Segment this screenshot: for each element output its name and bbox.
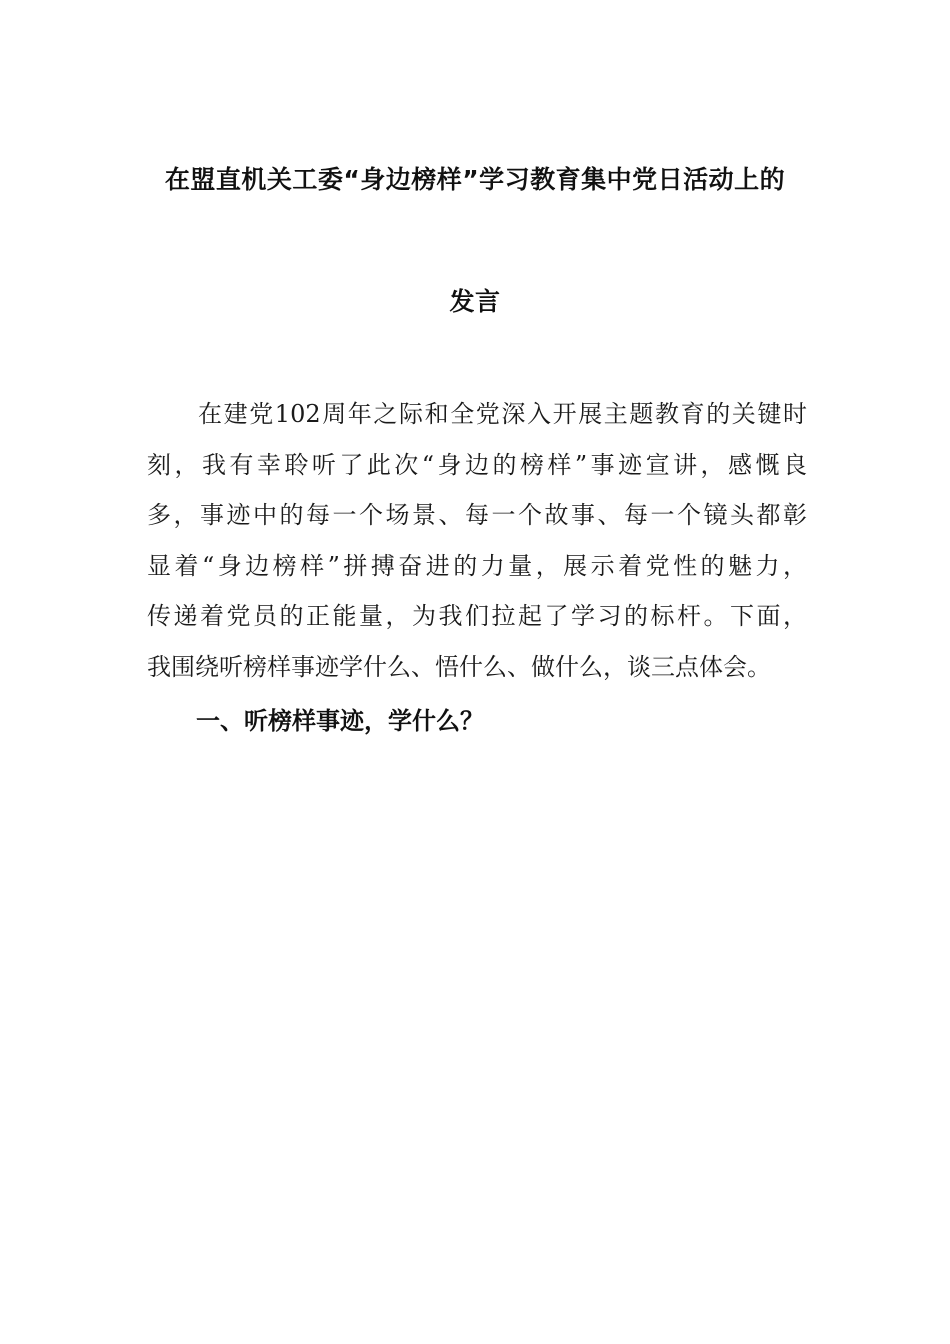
document-title-line-2: 发言 <box>449 287 501 316</box>
paragraph-line: 多，事迹中的每一个场景、每一个故事、每一个镜头都彰 <box>147 501 807 529</box>
paragraph-line: 传递着党员的正能量，为我们拉起了学习的标杆。下面， <box>147 602 807 630</box>
paragraph-line: 显着“身边榜样”拼搏奋进的力量，展示着党性的魅力， <box>147 552 807 580</box>
section-heading: 一、听榜样事迹，学什么？ <box>196 707 484 735</box>
paragraph-line: 我围绕听榜样事迹学什么、悟什么、做什么，谈三点体会。 <box>147 653 771 681</box>
paragraph-line: 在建党102周年之际和全党深入开展主题教育的关键时 <box>198 400 807 428</box>
paragraph-line: 刻，我有幸聆听了此次“身边的榜样”事迹宣讲，感慨良 <box>147 451 807 479</box>
document-title-line-1: 在盟直机关工委“身边榜样”学习教育集中党日活动上的 <box>164 165 786 194</box>
